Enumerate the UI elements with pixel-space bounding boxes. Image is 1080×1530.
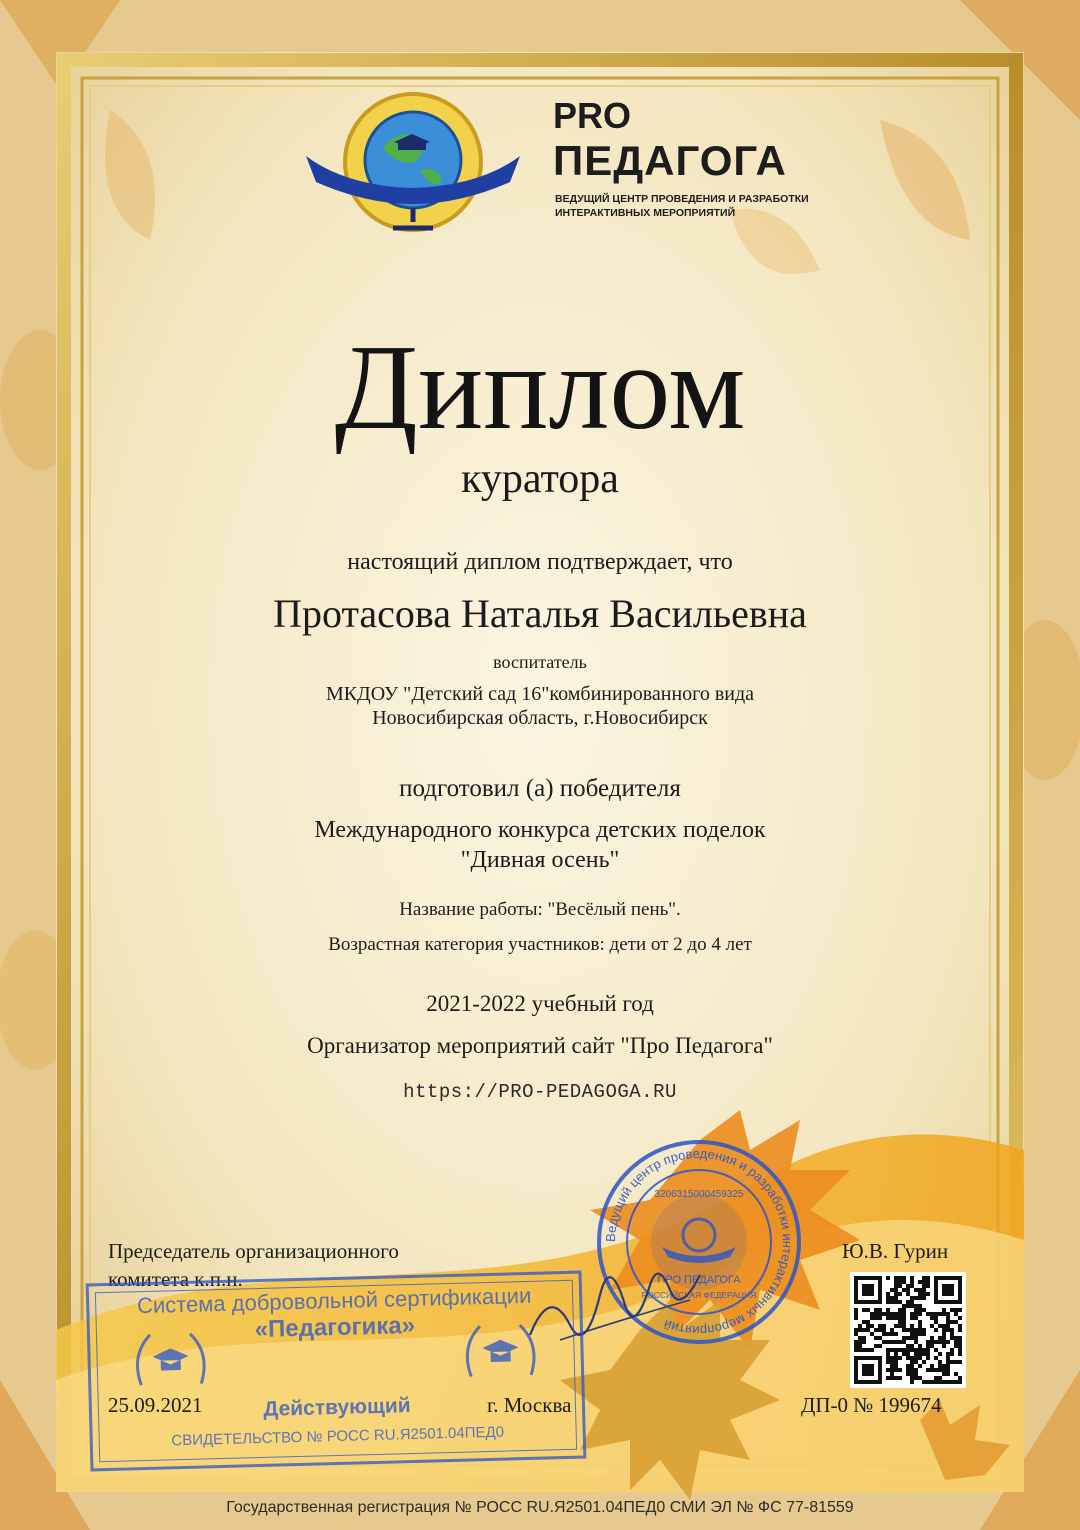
stamp-line1: Система добровольной сертификации — [136, 1282, 532, 1319]
chair-title-line1: Председатель организационного — [108, 1239, 399, 1263]
website-link[interactable]: https://PRO-PEDAGOGA.RU — [403, 1081, 677, 1103]
seal-country: РОССИЙСКАЯ ФЕДЕРАЦИЯ — [641, 1290, 757, 1300]
school-year: 2021-2022 учебный год — [426, 991, 654, 1016]
diploma-subtitle: куратора — [461, 456, 619, 502]
brand-tagline-1: ВЕДУЩИЙ ЦЕНТР ПРОВЕДЕНИЯ И РАЗРАБОТКИ — [555, 193, 809, 205]
diploma-title: Диплом — [334, 320, 746, 455]
contest-name-line2: "Дивная осень" — [460, 847, 620, 873]
seal-inner-text: ПРО ПЕДАГОГА — [657, 1274, 741, 1286]
recipient-organization: МКДОУ "Детский сад 16"комбинированного вида — [325, 683, 755, 705]
stamp-certificate: СВИДЕТЕЛЬСТВО № РОСС RU.Я2501.04ПЕД0 — [171, 1423, 505, 1450]
brand-name-bottom: ПЕДАГОГА — [553, 137, 787, 184]
document-number: ДП-0 № 199674 — [801, 1393, 942, 1417]
brand-tagline-2: ИНТЕРАКТИВНЫХ МЕРОПРИЯТИЙ — [555, 207, 736, 219]
brand-name-top: PRO — [553, 95, 632, 136]
organizer-text: Организатор мероприятий сайт "Про Педагога" — [307, 1033, 773, 1058]
certification-stamp — [86, 1271, 587, 1472]
registration-info: Государственная регистрация № РОСС RU.Я2501.04ПЕД0 СМИ ЭЛ № ФС 77-81559 — [226, 1499, 854, 1516]
recipient-name: Протасова Наталья Васильевна — [273, 591, 807, 636]
chair-title-line2: комитета к.п.н. — [108, 1267, 243, 1291]
globe-logo — [298, 78, 524, 243]
stamp-status: Действующий — [263, 1394, 411, 1421]
age-category: Возрастная категория участников: дети от 2 до 4 лет — [328, 934, 752, 955]
graduation-cap-icon — [460, 1315, 542, 1387]
recipient-location: Новосибирская область, г.Новосибирск — [372, 707, 708, 729]
stamp-line2: «Педагогика» — [254, 1311, 416, 1344]
recipient-position: воспитатель — [493, 652, 587, 672]
issue-date: 25.09.2021 — [108, 1393, 203, 1417]
achievement-text: подготовил (а) победителя — [399, 775, 681, 802]
qr-code[interactable] — [850, 1272, 966, 1388]
seal-number: 3206315000459325 — [654, 1189, 744, 1200]
graduation-cap-icon — [130, 1323, 212, 1395]
confirm-text: настоящий диплом подтверждает, что — [347, 549, 733, 575]
issue-city: г. Москва — [487, 1393, 572, 1417]
contest-name-line1: Международного конкурса детских поделок — [314, 817, 766, 843]
work-title: Название работы: "Весёлый пень". — [399, 899, 681, 920]
signer-name: Ю.В. Гурин — [842, 1239, 949, 1263]
seal-ring-text: Ведущий центр проведения и разработки интерактивных мероприятий — [602, 1145, 796, 1339]
